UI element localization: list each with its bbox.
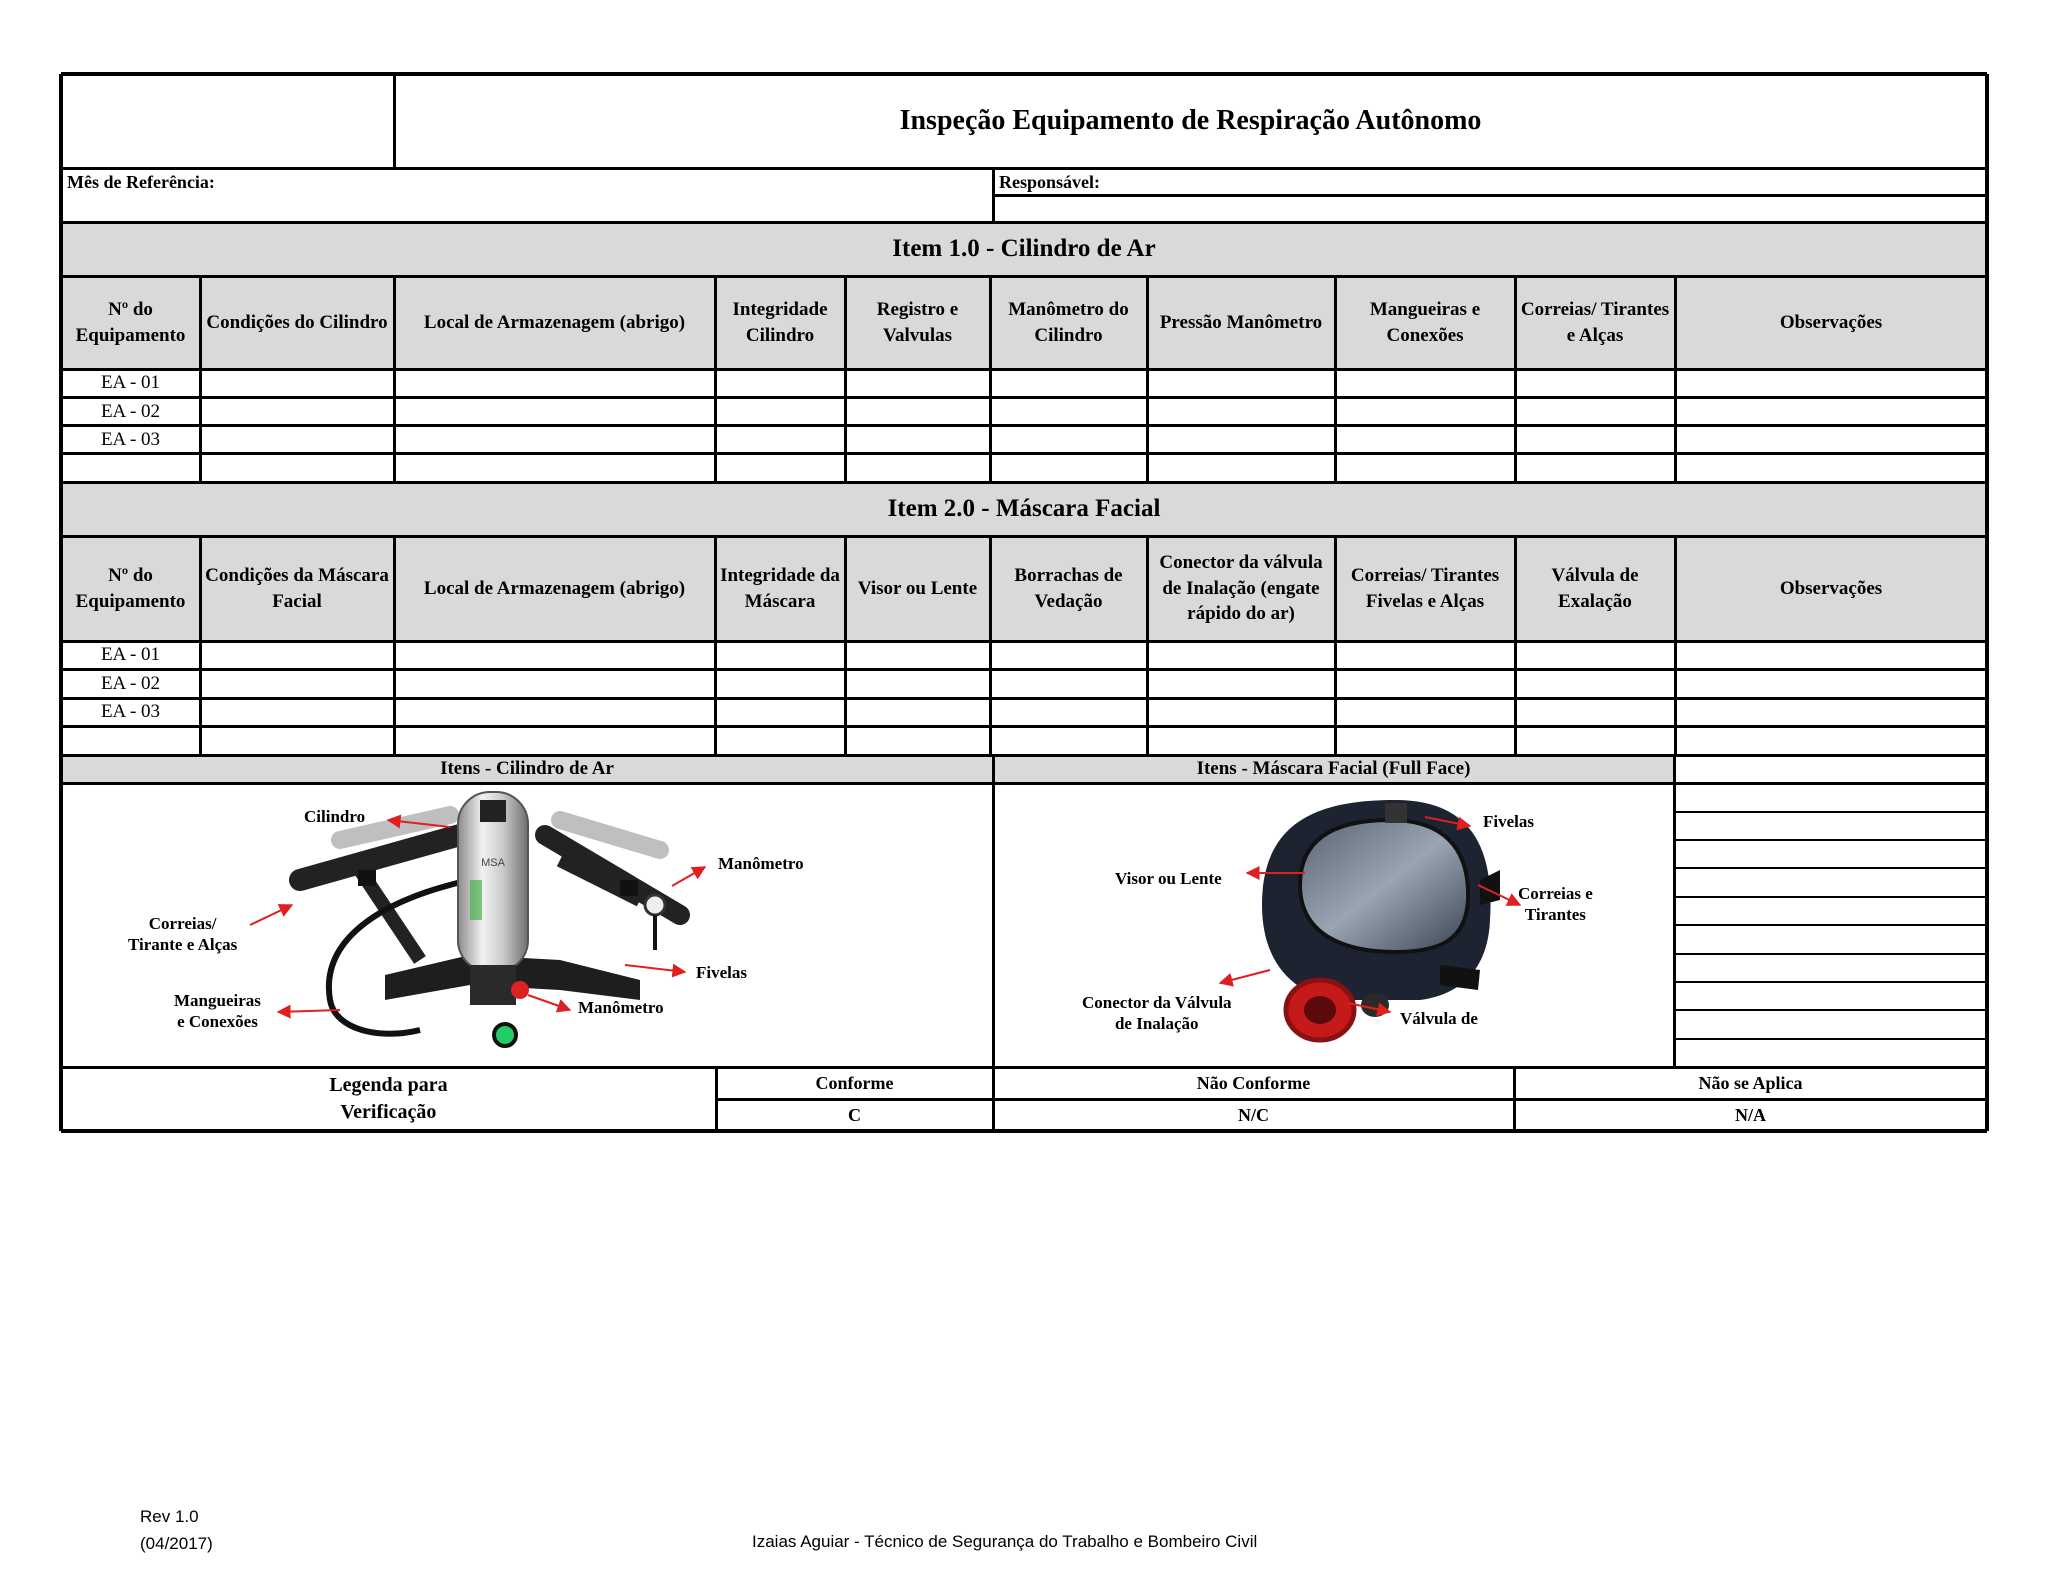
section2-col-header-5: Borrachas de Vedação — [990, 536, 1147, 641]
section1-row-2-equipment: EA - 03 — [100, 428, 161, 450]
reference-month-field[interactable]: Mês de Referência: — [67, 172, 215, 192]
section-1-title: Item 1.0 - Cilindro de Ar — [61, 222, 1987, 276]
legend-code-1: N/C — [1238, 1104, 1269, 1125]
legend-name-0: Conforme — [815, 1072, 894, 1093]
section2-row-2-equipment: EA - 03 — [100, 701, 161, 723]
section2-row-1-equipment: EA - 02 — [100, 672, 161, 694]
valve-assembly — [470, 965, 516, 1005]
section1-col-header-5: Manômetro do Cilindro — [990, 276, 1147, 369]
legend-label: Legenda para Verificação — [329, 1074, 448, 1123]
section2-col-header-0: Nº do Equipamento — [61, 536, 200, 641]
label-mangueiras: Mangueiras e Conexões — [174, 991, 261, 1032]
section1-col-header-2: Local de Armazenagem (abrigo) — [394, 276, 715, 369]
responsible-label: Responsável: — [999, 172, 1101, 192]
hose — [329, 880, 470, 1034]
revision-date: (04/2017) — [140, 1534, 213, 1554]
section-2-title: Item 2.0 - Máscara Facial — [61, 482, 1987, 536]
exhalation-valve — [1361, 993, 1389, 1017]
section2-col-header-7: Correias/ Tirantes Fivelas e Alças — [1335, 536, 1515, 641]
section1-col-header-8: Correias/ Tirantes e Alças — [1515, 276, 1675, 369]
label-manometro-top: Manômetro — [718, 854, 804, 873]
section1-row-1-equipment: EA - 02 — [100, 400, 161, 422]
section2-col-header-3: Integridade da Máscara — [715, 536, 845, 641]
section1-col-header-0: Nº do Equipamento — [61, 276, 200, 369]
section2-col-header-1: Condições da Máscara Facial — [200, 536, 394, 641]
label-fivelas-cylinder: Fivelas — [696, 963, 747, 982]
label-correias-mask: Correias e Tirantes — [1518, 884, 1593, 925]
revision — [140, 1503, 213, 1557]
section1-col-header-9: Observações — [1675, 276, 1987, 369]
label-valvula: Válvula de — [1400, 1009, 1478, 1028]
label-fivelas-mask: Fivelas — [1483, 812, 1534, 831]
top-gauge — [645, 895, 665, 915]
section2-col-header-6: Conector da válvula de Inalação (engate rápido do ar) — [1147, 536, 1335, 641]
cylinder-brand-text: MSA — [481, 857, 505, 869]
section1-col-header-7: Mangueiras e Conexões — [1335, 276, 1515, 369]
section2-col-header-9: Observações — [1675, 536, 1987, 641]
cylinder-items-title: Itens - Cilindro de Ar — [61, 755, 993, 783]
section2-col-header-2: Local de Armazenagem (abrigo) — [394, 536, 715, 641]
legend-name-1: Não Conforme — [1196, 1072, 1311, 1093]
section2-col-header-8: Válvula de Exalação — [1515, 536, 1675, 641]
section2-row-0-equipment: EA - 01 — [100, 644, 161, 666]
section1-col-header-4: Registro e Valvulas — [845, 276, 990, 369]
label-cilindro: Cilindro — [304, 807, 366, 826]
shoulder-strap-left — [300, 835, 460, 880]
full-face-mask-image — [1262, 800, 1500, 1040]
section1-col-header-6: Pressão Manômetro — [1147, 276, 1335, 369]
label-conector: Conector da Válvula de Inalação — [1082, 993, 1232, 1034]
legend-code-2: N/A — [1735, 1104, 1766, 1125]
valve-knob — [511, 981, 529, 999]
page-title: Inspeção Equipamento de Respiração Autônomo — [899, 105, 1482, 137]
section1-col-header-3: Integridade Cilindro — [715, 276, 845, 369]
label-correias: Correias/ Tirante e Alças — [128, 914, 238, 955]
section2-col-header-4: Visor ou Lente — [845, 536, 990, 641]
revision-number: Rev 1.0 — [140, 1507, 199, 1526]
label-visor: Visor ou Lente — [1115, 869, 1222, 888]
section1-row-0-equipment: EA - 01 — [100, 372, 161, 394]
section1-col-header-1: Condições do Cilindro — [200, 276, 394, 369]
label-manometro-bottom: Manômetro — [578, 998, 664, 1017]
legend-code-0: C — [848, 1104, 861, 1125]
footer-author: Izaias Aguiar - Técnico de Segurança do Trabalho e Bombeiro Civil — [752, 1532, 1258, 1551]
mask-items-title: Itens - Máscara Facial (Full Face) — [993, 755, 1674, 783]
mask-visor — [1300, 820, 1468, 952]
bottom-gauge — [494, 1024, 516, 1046]
legend-name-2: Não se Aplica — [1698, 1072, 1803, 1093]
